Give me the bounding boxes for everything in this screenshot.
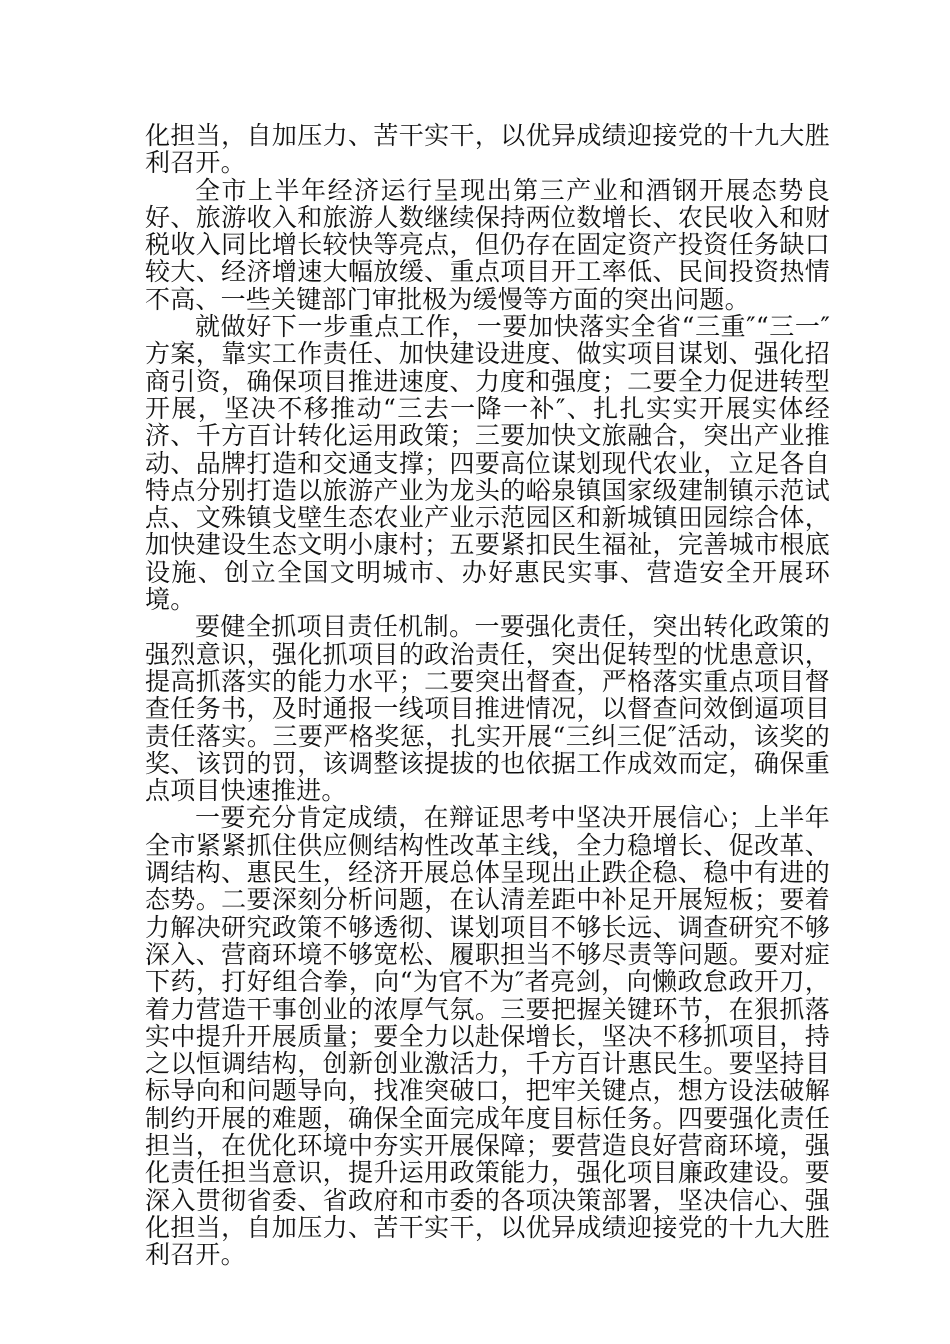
- paragraph-continuation: 化担当，自加压力、苦干实干，以优异成绩迎接党的十九大胜利召开。: [145, 121, 830, 178]
- document-page: [145, 122, 830, 1268]
- paragraph-economic-overview: 全市上半年经济运行呈现出第三产业和酒钢开展态势良好、旅游收入和旅游人数继续保持两位数增长、农民收入和财税收入同比增长较快等亮点，但仍存在固定资产投资任务缺口较大、经济增速大幅放缓、重点项目开工率低、民间投资热情不高、一些关键部门审批极为缓慢等方面的突出问题。: [145, 175, 830, 314]
- paragraph-responsibility-mechanism: 要健全抓项目责任机制。一要强化责任，突出转化政策的强烈意识，强化抓项目的政治责任，突出促转型的忧患意识，提高抓落实的能力水平；二要突出督查，严格落实重点项目督查任务书，及时通报一线项目推进情况，以督查问效倒逼项目责任落实。三要严格奖惩，扎实开展“三纠三促″活动，该奖的奖、该罚的罚，该调整该提拔的也依据工作成效而定，确保重点项目快速推进。: [145, 612, 830, 806]
- paragraph-affirm-achievements: 一要充分肯定成绩，在辩证思考中坚决开展信心；上半年全市紧紧抓住供应侧结构性改革主线，全力稳增长、促改革、调结构、惠民生，经济开展总体呈现出止跌企稳、稳中有进的态势。二要深刻分析问题，在认清差距中补足开展短板；要着力解决研究政策不够透彻、谋划项目不够长远、调查研究不够深入、营商环境不够宽松、履职担当不够尽责等问题。要对症下药，打好组合拳，向“为官不为″者亮剑，向懒政怠政开刀，着力营造干事创业的浓厚气氛。三要把握关键环节，在狠抓落实中提升开展质量；要全力以赴保增长，坚决不移抓项目，持之以恒调结构，创新创业激活力，千方百计惠民生。要坚持目标导向和问题导向，找准突破口，把牢关键点，想方设法破解制约开展的难题，确保全面完成年度目标任务。四要强化责任担当，在优化环境中夯实开展保障；要营造良好营商环境，强化责任担当意识，提升运用政策能力，强化项目廉政建设。要深入贯彻省委、省政府和市委的各项决策部署，坚决信心、强化担当，自加压力、苦干实干，以优异成绩迎接党的十九大胜利召开。: [145, 803, 830, 1270]
- paragraph-next-steps: 就做好下一步重点工作，一要加快落实全省“三重″“三一″方案，靠实工作责任、加快建设进度、做实项目谋划、强化招商引资，确保项目推进速度、力度和强度；二要全力促进转型开展，坚决不移推动“三去一降一补″、扎扎实实开展实体经济、千方百计转化运用政策；三要加快文旅融合，突出产业推动、品牌打造和交通支撑；四要高位谋划现代农业，立足各自特点分别打造以旅游产业为龙头的峪泉镇国家级建制镇示范试点、文殊镇戈壁生态农业产业示范园区和新城镇田园综合体，加快建设生态文明小康村；五要紧扣民生福祉，完善城市根底设施、创立全国文明城市、办好惠民实事、营造安全开展环境。: [145, 312, 830, 615]
